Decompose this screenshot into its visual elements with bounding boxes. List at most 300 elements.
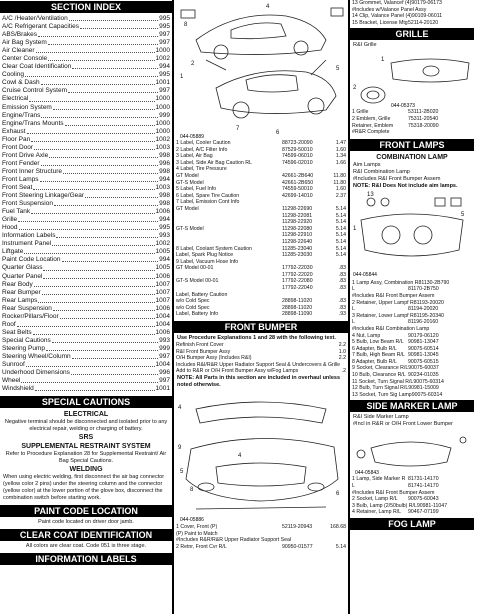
operation-line: R&I Side Marker Lamp (353, 414, 409, 421)
part-row (174, 239, 348, 246)
part-price: 1.60 (335, 146, 346, 153)
part-number (429, 326, 475, 333)
part-name: L (352, 306, 355, 313)
leader-dots (69, 15, 158, 21)
index-entry-page: 1004 (155, 320, 170, 328)
leader-dots (72, 63, 158, 69)
operation-row (174, 362, 348, 369)
index-row (0, 47, 172, 55)
part-number: 42661-2B650 (282, 179, 314, 186)
part-price: 1.66 (335, 159, 346, 166)
operation-row (174, 349, 348, 356)
part-name: 9 Label, Vacuum Hose Info (176, 258, 239, 265)
part-number: 42699-14010 (282, 192, 313, 199)
index-entry-page: 997 (159, 377, 170, 385)
svg-text:1: 1 (353, 225, 357, 232)
part-number: 75318-20090 (408, 122, 439, 129)
part-number: 90981-15009 (408, 385, 439, 392)
index-row (0, 264, 172, 272)
index-entry-name: Rear Body (2, 280, 33, 288)
index-entry-name: Hood (2, 224, 18, 232)
part-price: .83 (338, 298, 346, 305)
part-row (350, 359, 474, 366)
part-row (174, 524, 348, 531)
operation-name: Refinish Front Cover (176, 342, 224, 349)
index-entry-page: 1000 (155, 127, 170, 135)
leader-dots (31, 136, 154, 142)
index-entry-name: Clear Coat Identification (2, 63, 72, 71)
part-name: Retainer, Emblem (352, 122, 394, 129)
index-entry-name: A/C /Heater/Ventilation (2, 15, 68, 22)
index-entry-page: 1007 (155, 288, 170, 296)
leader-dots (18, 216, 158, 222)
index-row (0, 337, 172, 345)
part-number: 75311-20540 (408, 115, 439, 122)
index-entry-page: 994 (159, 216, 170, 224)
index-entry-page: 995 (159, 15, 170, 22)
part-name: 1 Grille (352, 109, 369, 116)
index-row (0, 345, 172, 353)
operation-row (174, 368, 348, 375)
part-number: 11285-23040 (282, 245, 313, 252)
part-name (176, 272, 282, 279)
index-entry-name: Emission System (2, 103, 52, 111)
leader-dots (52, 240, 154, 246)
leader-dots (33, 329, 155, 335)
electrical-text: Negative terminal should be disconnected and isolated prior to any electrical repair, welding or charging of battery. (4, 419, 168, 433)
part-row (174, 232, 348, 239)
part-number: 17792-22040 (282, 285, 313, 292)
part-price: .83 (338, 265, 346, 272)
part-name: #Includes w/Valance Panel Assy (352, 6, 427, 13)
index-row (0, 216, 172, 224)
index-entry-name: Sunroof (2, 361, 25, 369)
part-name: L (352, 483, 355, 490)
index-row (0, 120, 172, 128)
part-price (328, 531, 346, 538)
index-row (0, 55, 172, 63)
part-price (454, 306, 472, 313)
part-name: GT-S Model 00-01 (176, 278, 219, 285)
part-row (174, 278, 348, 285)
part-name: Label, Spark Plug Notice (176, 252, 234, 259)
part-number: 90179-06120 (408, 332, 439, 339)
index-entry-name: Front Seat (2, 183, 33, 191)
part-row (350, 313, 474, 320)
leader-dots (41, 79, 155, 85)
part-name: 7 Bulb, High Beam R/L (352, 352, 405, 359)
right-column (350, 0, 474, 614)
part-name: 8 Adapter, Bulb R/L (352, 358, 397, 365)
part-row (174, 252, 348, 259)
index-entry-page: 1005 (155, 248, 170, 256)
index-entry-page: 994 (159, 175, 170, 183)
section-index-heading: SECTION INDEX (0, 1, 172, 13)
index-row (0, 273, 172, 281)
front-bumper-illustration (176, 389, 346, 524)
side-marker-heading: SIDE MARKER LAMP (350, 400, 474, 412)
vehicle-labels-illustration (176, 0, 346, 140)
part-price: 5.14 (335, 205, 346, 212)
part-price: 1.47 (335, 140, 346, 146)
index-entry-name: Wheel (2, 377, 21, 385)
index-entry-page: 1000 (155, 95, 170, 103)
part-name: GT Model (176, 172, 199, 179)
part-price: .83 (338, 278, 346, 285)
leader-dots (62, 256, 159, 262)
svg-text:8: 8 (190, 487, 194, 493)
leader-dots (34, 281, 155, 287)
part-name: 12 Bulb, Turn Signal R/L (352, 385, 409, 392)
index-entry-page: 1004 (155, 312, 170, 320)
part-price (459, 379, 477, 386)
index-row (0, 200, 172, 208)
rear-valance-parts-list (350, 0, 474, 26)
part-name: L (352, 286, 355, 293)
index-entry-name: Liftgate (2, 248, 24, 256)
part-row (350, 496, 474, 503)
index-entry-page: 1003 (155, 143, 170, 151)
grille-illustration (351, 49, 473, 109)
part-name: 9 Socket, Clearance R/L (352, 365, 409, 372)
index-row (0, 144, 172, 152)
leader-dots (40, 176, 159, 182)
part-row (174, 272, 348, 279)
side-marker-operations (350, 414, 474, 428)
part-row (350, 503, 474, 510)
part-row (174, 531, 348, 538)
index-entry-name: Rear Bumper (2, 288, 41, 296)
leader-dots (53, 104, 155, 110)
index-row (0, 95, 172, 103)
leader-dots (63, 168, 158, 174)
index-entry-name: Front Fender (2, 159, 40, 167)
part-name: 4 Nut, Lamp (352, 332, 381, 339)
part-number: 42661-2B640 (282, 172, 314, 179)
part-number: 11298-22920 (282, 219, 313, 226)
fog-lamp-heading: FOG LAMP (350, 518, 474, 530)
part-number: 81130-2B790 (418, 279, 450, 286)
part-name: 4 Retainer, Lamp R/L (352, 509, 402, 516)
part-number: 90981-13045 (408, 352, 439, 359)
part-price (463, 503, 481, 510)
part-number: 11298-22081 (282, 212, 313, 219)
front-bumper-heading: FRONT BUMPER (174, 321, 348, 333)
svg-text:5: 5 (180, 469, 184, 475)
part-number: 90981-13047 (408, 339, 439, 346)
index-entry-page: 1002 (155, 240, 170, 248)
part-price: 168.68 (330, 524, 346, 530)
index-entry-name: Center Console (2, 55, 48, 63)
grille-heading: GRILLE (350, 28, 474, 40)
leader-dots (48, 55, 154, 61)
part-number: 90075-60514 (408, 345, 439, 352)
leader-dots (72, 353, 158, 359)
part-row (350, 483, 474, 490)
leader-dots (25, 71, 158, 77)
index-entry-name: Underhood Dimensions (2, 369, 70, 377)
index-entry-page: 1000 (155, 103, 170, 111)
combination-lamp-illustration (351, 190, 473, 280)
index-entry-name: Engine/Trans Mounts (2, 119, 64, 127)
part-name: #R&R Complete (352, 129, 390, 136)
index-row (0, 377, 172, 385)
part-name: (P) Paint to Match (176, 530, 218, 537)
part-row (350, 392, 474, 399)
index-entry-name: Grille (2, 216, 18, 224)
front-bumper-note1: Use Procedure Explanations 1 and 28 with the following text. (177, 335, 336, 342)
labels-parts-list (174, 140, 348, 318)
part-name: GT Model (176, 205, 199, 212)
front-lamps-note: NOTE: R&I Does Not include aim lamps. (353, 182, 458, 189)
part-row (350, 7, 474, 14)
index-entry-name: Roof (2, 320, 16, 328)
part-number: 90179-06173 (411, 0, 442, 6)
index-entry-name: Front Steering Linkage/Gear (2, 192, 85, 200)
part-row (350, 123, 474, 130)
part-row (350, 280, 474, 287)
part-name (176, 213, 282, 220)
index-row (0, 168, 172, 176)
part-row (350, 346, 474, 353)
part-price (472, 7, 490, 14)
part-name: w/o Cold Spec (176, 298, 210, 305)
front-bumper-note2: NOTE: All Parts in this section are included in overhaul unless noted otherwise. (177, 375, 340, 388)
part-name: 2 Emblem, Grille (352, 115, 391, 122)
part-price (454, 20, 472, 27)
index-row (0, 232, 172, 240)
index-row (0, 15, 172, 23)
part-price: .83 (338, 304, 346, 311)
index-entry-page: 999 (159, 111, 170, 119)
index-row (0, 240, 172, 248)
part-row (350, 365, 474, 372)
index-entry-page: 997 (159, 31, 170, 39)
leader-dots (26, 361, 155, 367)
index-entry-page: 1001 (155, 385, 170, 393)
part-price: 5.14 (335, 238, 346, 245)
index-row (0, 313, 172, 321)
index-entry-page: 997 (159, 39, 170, 47)
part-number: 81194-20020 (408, 306, 439, 313)
operation-name: Includes R&I/R&R Upper Radiator Support Seal & Undercovers & Grille (176, 361, 341, 368)
index-row (0, 353, 172, 361)
index-entry-name: Air Bag System (2, 39, 47, 47)
lamp-figure-id: 044-05844 (353, 271, 377, 278)
index-entry-page: 1002 (155, 55, 170, 63)
part-row (174, 166, 348, 173)
part-number (282, 259, 328, 266)
part-number: 28898-11090 (282, 311, 313, 318)
index-entry-page: 1004 (155, 361, 170, 369)
part-row (350, 319, 474, 326)
index-entry-page: 1002 (155, 135, 170, 143)
part-price (454, 385, 472, 392)
leader-dots (68, 87, 158, 93)
part-name: #Includes R&I Front Bumper Assem (352, 292, 435, 299)
operation-line: R&I Combination Lamp (353, 168, 410, 175)
index-entry-page: 1007 (155, 280, 170, 288)
index-row (0, 160, 172, 168)
index-entry-name: Fuel Tank (2, 208, 31, 216)
part-name: 5 Label, Fuel Info (176, 186, 217, 193)
part-price: 5.14 (335, 252, 346, 259)
part-price: .83 (338, 285, 346, 292)
part-name: 1 Lamp, Side Marker R (352, 476, 406, 483)
svg-text:7: 7 (236, 126, 240, 132)
part-number: 53111-2B020 (408, 109, 439, 116)
svg-text:5: 5 (461, 211, 465, 218)
part-name: 3 Retainer, Lower Lampf R (352, 312, 414, 319)
part-name: #Includes R&R/R&R Upper Radiator Support Seal (176, 537, 292, 544)
operation-line: #Incl in R&R or O/H Front Lower Bumper (353, 421, 453, 428)
index-entry-page: 1006 (155, 304, 170, 312)
leader-dots (27, 128, 155, 134)
part-number: 11285-23030 (282, 252, 313, 259)
leader-dots (56, 232, 158, 238)
part-price: 1.34 (335, 153, 346, 160)
front-lamps-heading: FRONT LAMPS (350, 139, 474, 151)
part-name: 13 Socket, Turn Sig Lamp (352, 391, 412, 398)
index-entry-name: Front Suspension (2, 200, 53, 208)
leader-dots (54, 200, 158, 206)
part-row (174, 140, 348, 147)
svg-text:4: 4 (238, 453, 242, 459)
index-entry-page: 998 (159, 200, 170, 208)
leader-dots (60, 313, 155, 319)
part-price: 1.60 (335, 186, 346, 193)
part-name (176, 239, 282, 246)
part-number: 52119-20943 (282, 524, 313, 530)
index-entry-name: Cooling (2, 71, 25, 79)
index-entry-page: 1000 (155, 47, 170, 55)
index-entry-name: Rocker/Pillars/Floor (2, 312, 59, 320)
part-number: 17792-22080 (282, 278, 313, 285)
index-row (0, 23, 172, 31)
part-row (350, 109, 474, 116)
operation-row (174, 355, 348, 362)
svg-text:9: 9 (178, 445, 182, 451)
part-number: 87529-50010 (282, 146, 313, 153)
index-entry-name: Electrical (2, 95, 29, 103)
part-name: 6 Adapter, Bulb R/L (352, 345, 397, 352)
part-name: 11 Socket, Turn Signal R/L (352, 378, 414, 385)
leader-dots (65, 120, 155, 126)
index-entry-page: 999 (159, 344, 170, 352)
operation-hours: 1.0 (338, 348, 346, 355)
leader-dots (49, 152, 158, 158)
part-price (457, 0, 475, 7)
part-row (174, 537, 348, 544)
part-row (350, 20, 474, 27)
part-name: 14 Clip, Valance Panel (4) (352, 13, 412, 20)
leader-dots (80, 23, 158, 29)
part-price (454, 365, 472, 372)
part-name (176, 219, 282, 226)
operation-row (174, 342, 348, 349)
leader-dots (34, 144, 154, 150)
part-number: 74599-06010 (282, 153, 313, 160)
part-name (176, 232, 282, 239)
part-number: 90075-60043 (408, 496, 439, 503)
part-price: 5.14 (335, 543, 346, 550)
part-name: 13 Grommet, Valancef (4) (352, 0, 412, 6)
welding-title: WELDING (69, 466, 103, 474)
index-entry-name: Engine/Trans (2, 111, 41, 119)
part-number (282, 199, 328, 206)
index-entry-page: 993 (159, 232, 170, 240)
front-bumper-parts-list (174, 524, 348, 550)
leader-dots (17, 321, 155, 327)
labels-figure-id: 044-05889 (180, 134, 204, 140)
index-entry-name: Quarter Panel (2, 272, 43, 280)
svg-text:5: 5 (336, 66, 340, 72)
part-row (174, 147, 348, 154)
part-row (350, 116, 474, 123)
svg-text:1: 1 (381, 57, 385, 64)
part-price (475, 326, 493, 333)
part-price (458, 13, 476, 20)
part-number: 90075-60314 (413, 378, 444, 385)
index-entry-page: 996 (159, 159, 170, 167)
part-name: 5 Bulb, Low Beam R/L (352, 339, 404, 346)
part-price: 5.14 (335, 232, 346, 239)
index-entry-page: 998 (159, 192, 170, 200)
index-entry-page: 997 (159, 87, 170, 95)
part-price: 5.14 (335, 225, 346, 232)
part-row (174, 311, 348, 318)
index-row (0, 79, 172, 87)
part-row (174, 206, 348, 213)
part-row (174, 226, 348, 233)
part-price (454, 123, 472, 130)
part-price: 5.14 (335, 219, 346, 226)
operation-hours: 2.2 (338, 355, 346, 362)
clear-coat-heading: CLEAR COAT IDENTIFICATION (0, 529, 172, 541)
part-number (282, 292, 328, 299)
part-price (454, 509, 472, 516)
part-price (454, 333, 472, 340)
part-price (454, 352, 472, 359)
index-entry-page: 994 (159, 63, 170, 71)
operation-hours: 2.2 (338, 342, 346, 349)
leader-dots (21, 377, 158, 383)
left-column (0, 0, 172, 614)
leader-dots (36, 47, 155, 53)
operation-name: Add to R&R or O/H Front Bumper Assy w/Fog Lamps (176, 368, 299, 375)
part-price (454, 116, 472, 123)
leader-dots (41, 112, 158, 118)
part-number (291, 537, 337, 544)
part-name: 2 Label, A/C Filter Info (176, 146, 228, 153)
index-entry-name: Cruise Control System (2, 87, 68, 95)
leader-dots (71, 369, 158, 375)
index-row (0, 112, 172, 120)
part-price (328, 292, 346, 299)
part-price: 5.14 (335, 212, 346, 219)
part-price: 11.80 (333, 179, 346, 186)
index-row (0, 248, 172, 256)
index-entry-name: Front Lamps (2, 175, 39, 183)
part-row (350, 293, 474, 300)
index-row (0, 71, 172, 79)
index-entry-name: Front Inner Structure (2, 167, 62, 175)
leader-dots (53, 305, 155, 311)
grille-rni: R&I Grille (353, 42, 377, 49)
part-name: 4 Label, Tire Pressure (176, 166, 227, 173)
index-entry-name: Front Drive Axle (2, 151, 49, 159)
index-row (0, 176, 172, 184)
